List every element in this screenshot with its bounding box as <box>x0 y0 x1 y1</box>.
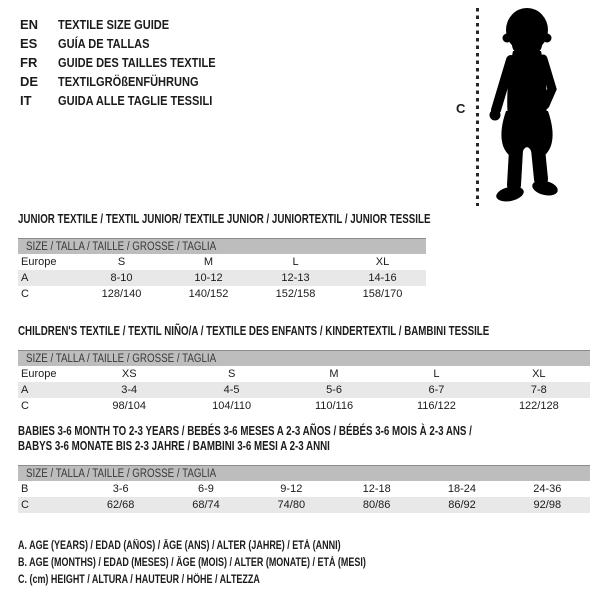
data-cell: 4-5 <box>223 384 240 396</box>
table-title-text: CHILDREN'S TEXTILE / TEXTIL NIÑO/A / TEXTILE DES ENFANTS / KINDERTEXTIL / BAMBINI TESSILE <box>18 324 490 338</box>
data-cell: 68/74 <box>192 499 220 511</box>
language-row <box>20 53 243 72</box>
size-table-babies-3-36-months <box>18 424 590 513</box>
legend-line-a <box>18 538 464 555</box>
table-title-line <box>18 439 590 454</box>
language-row <box>20 15 243 34</box>
height-figure <box>440 0 600 215</box>
table-title <box>18 212 431 227</box>
data-cell: 116/122 <box>416 400 456 412</box>
row-label-cell: C <box>21 400 29 412</box>
column-header-row <box>18 254 426 270</box>
size-header-band <box>18 350 590 366</box>
toddler-silhouette-icon <box>482 5 572 205</box>
table-title-text: BABYS 3-6 MONATE BIS 2-3 JAHRE / BAMBINI 3-6 MESI A 2-3 ANNI <box>18 439 330 453</box>
legend-line-b <box>18 555 464 572</box>
data-cell: 24-36 <box>533 483 562 495</box>
language-code: IT <box>20 93 32 108</box>
size-table-junior-textile <box>18 212 431 302</box>
table-row <box>18 481 590 497</box>
column-header-row <box>18 366 590 382</box>
language-label: TEXTILE SIZE GUIDE <box>58 17 170 32</box>
data-cell: 62/68 <box>106 499 135 511</box>
table-title <box>18 324 590 339</box>
language-code: FR <box>20 55 38 70</box>
column-header-cell: XL <box>375 256 390 268</box>
language-list <box>20 15 243 110</box>
data-cell: 86/92 <box>448 499 476 511</box>
column-header-cell: M <box>329 368 339 380</box>
table-title-line <box>18 324 590 339</box>
row-label-cell: B <box>21 483 29 495</box>
data-cell: 152/158 <box>275 288 316 300</box>
size-header-text: SIZE / TALLA / TAILLE / GRÖSSE / TAGLIA <box>26 353 217 365</box>
table-row <box>18 286 426 302</box>
size-header-text: SIZE / TALLA / TAILLE / GRÖSSE / TAGLIA <box>26 468 217 480</box>
language-code: EN <box>20 17 39 32</box>
data-cell: 3-4 <box>121 384 138 396</box>
data-cell: 7-8 <box>530 384 547 396</box>
legend-text: C. (cm) HEIGHT / ALTURA / HAUTEUR / HÖHE / ALTEZZA <box>18 574 260 586</box>
table-row <box>18 398 590 414</box>
language-label: GUIDA ALLE TAGLIE TESSILI <box>58 93 213 108</box>
language-label: GUÍA DE TALLAS <box>58 36 150 51</box>
table-title-line <box>18 424 590 439</box>
row-label-cell: A <box>21 384 29 396</box>
data-cell: 98/104 <box>112 400 147 412</box>
data-cell: 3-6 <box>112 483 129 495</box>
data-cell: 6-9 <box>198 483 214 495</box>
data-cell: 14-16 <box>368 272 397 284</box>
size-table-childrens-textile <box>18 324 590 414</box>
column-header-cell: L <box>433 368 440 380</box>
column-header-cell: M <box>203 256 214 268</box>
row-label-cell: C <box>21 288 29 300</box>
data-cell: 80/86 <box>362 499 391 511</box>
data-cell: 10-12 <box>194 272 223 284</box>
column-header-cell: L <box>292 256 299 268</box>
language-code: DE <box>20 74 39 89</box>
data-cell: 128/140 <box>101 288 142 300</box>
column-header-cell: XS <box>121 368 137 380</box>
data-cell: 122/128 <box>518 400 559 412</box>
size-header-text: SIZE / TALLA / TAILLE / GRÖSSE / TAGLIA <box>26 241 217 253</box>
row-label-cell: C <box>21 499 29 511</box>
size-header-band <box>18 238 426 254</box>
legend <box>18 538 464 589</box>
height-dotted-line <box>476 8 479 206</box>
size-header-band <box>18 465 590 481</box>
data-cell: 8-10 <box>110 272 133 284</box>
data-cell: 6-7 <box>428 384 445 396</box>
data-cell: 18-24 <box>447 483 477 495</box>
language-row <box>20 72 243 91</box>
legend-text: B. AGE (MONTHS) / EDAD (MESES) / ÂGE (MOIS) / ALTER (MONATE) / ETÀ (MESI) <box>18 557 366 569</box>
data-cell: 12-13 <box>281 272 310 284</box>
data-cell: 158/170 <box>362 288 403 300</box>
language-code: ES <box>20 36 38 51</box>
table-title-line <box>18 212 431 227</box>
column-header-cell: S <box>227 368 236 380</box>
data-cell: 140/152 <box>188 288 229 300</box>
column-header-cell: XL <box>532 368 546 380</box>
language-row <box>20 91 243 110</box>
region-label-cell: Europe <box>21 256 57 268</box>
data-cell: 104/110 <box>212 400 252 412</box>
legend-line-c <box>18 572 464 589</box>
language-row <box>20 34 243 53</box>
height-measure-label: C <box>456 101 466 116</box>
table-title-text: JUNIOR TEXTILE / TEXTIL JUNIOR/ TEXTILE JUNIOR / JUNIORTEXTIL / JUNIOR TESSILE <box>18 212 431 226</box>
data-cell: 9-12 <box>280 483 303 495</box>
row-label-cell: A <box>21 272 29 284</box>
table-title <box>18 424 590 454</box>
data-cell: 92/98 <box>533 499 562 511</box>
data-cell: 110/116 <box>314 400 354 412</box>
region-label-cell: Europe <box>21 368 57 380</box>
legend-text: A. AGE (YEARS) / EDAD (AÑOS) / ÂGE (ANS) / ALTER (JAHRE) / ETÀ (ANNI) <box>18 540 341 552</box>
table-row <box>18 497 590 513</box>
table-row <box>18 382 590 398</box>
column-header-cell: S <box>117 256 126 268</box>
data-cell: 5-6 <box>326 384 342 396</box>
data-cell: 74/80 <box>277 499 306 511</box>
table-row <box>18 270 426 286</box>
table-title-text: BABIES 3-6 MONTH TO 2-3 YEARS / BEBÉS 3-6 MESES A 2-3 AÑOS / BÉBÉS 3-6 MOIS À 2-3 ANS / <box>18 424 472 438</box>
data-cell: 12-18 <box>362 483 391 495</box>
language-label: GUIDE DES TAILLES TEXTILE <box>58 55 216 70</box>
language-label: TEXTILGRÖßENFÜHRUNG <box>58 74 199 89</box>
